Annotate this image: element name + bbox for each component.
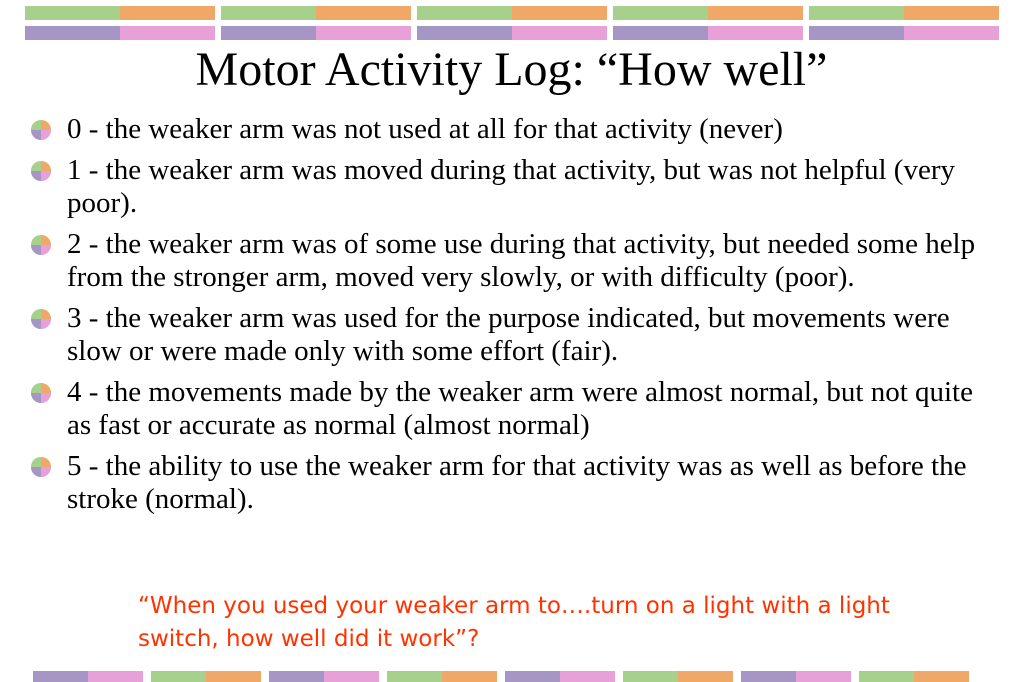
question-quote: “When you used your weaker arm to….turn on a light with a light switch, how well did it work”? — [138, 593, 890, 652]
list-item — [30, 450, 1000, 516]
decor-block — [417, 6, 607, 40]
list-item — [30, 376, 1000, 442]
list-item — [30, 302, 1000, 368]
bullet-icon — [30, 382, 52, 404]
list-item-text: 5 - the ability to use the weaker arm for that activity was as well as before the stroke (normal). — [67, 450, 967, 515]
list-item-text: 4 - the movements made by the weaker arm were almost normal, but not quite as fast or accurate as normal (almost normal) — [67, 376, 973, 441]
decor-block — [613, 6, 803, 40]
list-item-text: 0 - the weaker arm was not used at all for that activity (never) — [67, 113, 783, 145]
top-decorative-band — [25, 6, 1000, 40]
bottom-decorative-band — [33, 671, 1003, 682]
bullet-icon — [30, 456, 52, 478]
list-item — [30, 113, 1000, 146]
decor-block — [221, 6, 411, 40]
bullet-icon — [30, 308, 52, 330]
decor-block — [809, 6, 999, 40]
list-item — [30, 228, 1000, 294]
bullet-icon — [30, 234, 52, 256]
rating-scale-list — [30, 113, 1000, 524]
decor-block — [25, 6, 215, 40]
list-item-text: 2 - the weaker arm was of some use during that activity, but needed some help from the stronger arm, moved very slowly, or with difficulty (poor). — [67, 228, 976, 293]
bullet-icon — [30, 160, 52, 182]
list-item — [30, 154, 1000, 220]
list-item-text: 3 - the weaker arm was used for the purpose indicated, but movements were slow or were made only with some effort (fair). — [67, 302, 950, 367]
list-item-text: 1 - the weaker arm was moved during that activity, but was not helpful (very poor). — [67, 154, 955, 219]
slide-title: Motor Activity Log: “How well” — [195, 43, 828, 96]
bullet-icon — [30, 119, 52, 141]
